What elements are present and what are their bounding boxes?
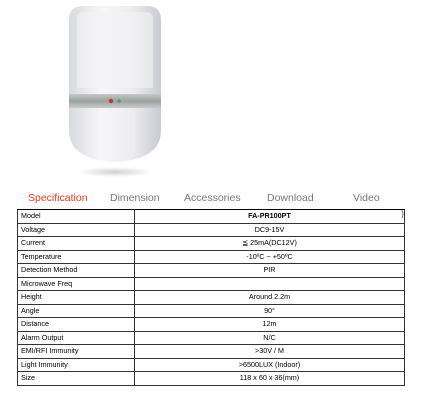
spec-value bbox=[135, 277, 405, 291]
tab-video[interactable]: Video bbox=[353, 192, 380, 204]
product-tabs bbox=[0, 192, 441, 210]
spec-value: FA-PR100PT bbox=[135, 210, 405, 224]
tab-specification[interactable]: Specification bbox=[28, 192, 88, 204]
specification-table bbox=[17, 209, 405, 386]
spec-label: Current bbox=[18, 237, 135, 251]
spec-label: Microwave Freq bbox=[18, 277, 135, 291]
spec-label: Model bbox=[18, 210, 135, 224]
table-row bbox=[18, 277, 405, 291]
table-row bbox=[18, 291, 405, 305]
spec-label: EMI/RFI Immunity bbox=[18, 345, 135, 359]
table-row bbox=[18, 331, 405, 345]
spec-value: -10ºC ~ +50ºC bbox=[135, 250, 405, 264]
spec-label: Height bbox=[18, 291, 135, 305]
tab-dimension[interactable]: Dimension bbox=[110, 192, 160, 204]
spec-value: >30V / M bbox=[135, 345, 405, 359]
table-row bbox=[18, 304, 405, 318]
table-row bbox=[18, 210, 405, 224]
tab-accessories[interactable]: Accessories bbox=[184, 192, 241, 204]
table-row bbox=[18, 237, 405, 251]
spec-value: DC9-15V bbox=[135, 223, 405, 237]
spec-value: Around 2.2m bbox=[135, 291, 405, 305]
table-row bbox=[18, 223, 405, 237]
table-row bbox=[18, 345, 405, 359]
spec-label: Alarm Output bbox=[18, 331, 135, 345]
spec-value: >6500LUX (Indoor) bbox=[135, 358, 405, 372]
table-row bbox=[18, 358, 405, 372]
spec-label: Distance bbox=[18, 318, 135, 332]
spec-label: Light Immunity bbox=[18, 358, 135, 372]
table-row bbox=[18, 372, 405, 386]
product-image bbox=[55, 0, 175, 180]
spec-label: Size bbox=[18, 372, 135, 386]
spec-value: N/C bbox=[135, 331, 405, 345]
table-row bbox=[18, 318, 405, 332]
tab-download[interactable]: Download bbox=[267, 192, 314, 204]
spec-label: Temperature bbox=[18, 250, 135, 264]
spec-value: ≦ 25mA(DC12V) bbox=[135, 237, 405, 251]
spec-label: Angle bbox=[18, 304, 135, 318]
spec-value: PIR bbox=[135, 264, 405, 278]
spec-value: 118 x 60 x 36(mm) bbox=[135, 372, 405, 386]
table-row bbox=[18, 264, 405, 278]
spec-value: 90° bbox=[135, 304, 405, 318]
spec-value: 12m bbox=[135, 318, 405, 332]
spec-label: Voltage bbox=[18, 223, 135, 237]
table-row bbox=[18, 250, 405, 264]
led-indicator-icon bbox=[109, 99, 113, 103]
spec-label: Detection Method bbox=[18, 264, 135, 278]
